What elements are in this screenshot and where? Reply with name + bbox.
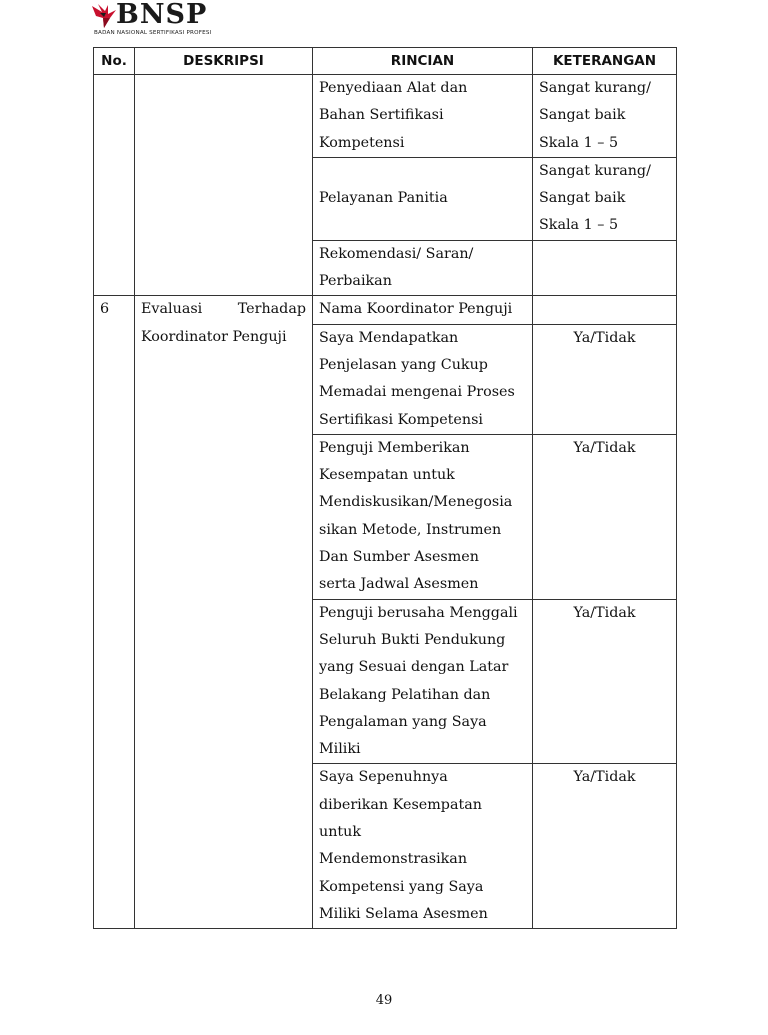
table-row xyxy=(94,296,677,324)
bnsp-logo xyxy=(90,2,250,40)
keterangan-cell xyxy=(533,240,677,296)
page-number: 49 xyxy=(375,993,393,1008)
rincian-cell: Rekomendasi/ Saran/ Perbaikan xyxy=(313,240,533,296)
keterangan-cell: Ya/Tidak xyxy=(533,599,677,764)
deskripsi-first-line: Evaluasi Terhadap xyxy=(141,301,306,318)
keterangan-cell: Ya/Tidak xyxy=(533,764,677,929)
no-cell xyxy=(94,75,135,296)
rincian-cell: Penguji Memberikan Kesempatan untuk Mendiskusikan/Menegosia sikan Metode, Instrumen Dan Sumber Asesmen serta Jadwal Asesmen xyxy=(313,434,533,599)
keterangan-cell xyxy=(533,296,677,324)
keterangan-cell: Ya/Tidak xyxy=(533,434,677,599)
keterangan-cell: Sangat kurang/ Sangat baik Skala 1 – 5 xyxy=(533,75,677,158)
deskripsi-cell: Evaluasi Terhadap Koordinator Penguji xyxy=(135,296,313,929)
rincian-cell: Penyediaan Alat dan Bahan Sertifikasi Kompetensi xyxy=(313,75,533,158)
rincian-cell: Nama Koordinator Penguji xyxy=(313,296,533,324)
rincian-cell: Penguji berusaha Menggali Seluruh Bukti Pendukung yang Sesuai dengan Latar Belakang Pelatihan dan Pengalaman yang Saya Miliki xyxy=(313,599,533,764)
column-header-no: No. xyxy=(94,48,135,75)
rincian-cell: Pelayanan Panitia xyxy=(313,157,533,240)
no-cell: 6 xyxy=(94,296,135,929)
table-row xyxy=(94,75,677,158)
table-header-row xyxy=(94,48,677,75)
column-header-deskripsi: DESKRIPSI xyxy=(135,48,313,75)
logo-subtitle: BADAN NASIONAL SERTIFIKASI PROFESI xyxy=(94,30,212,36)
logo-wordmark: BNSP xyxy=(116,0,208,30)
keterangan-cell: Sangat kurang/ Sangat baik Skala 1 – 5 xyxy=(533,157,677,240)
keterangan-cell: Ya/Tidak xyxy=(533,324,677,434)
column-header-rincian: RINCIAN xyxy=(313,48,533,75)
rincian-cell: Saya Mendapatkan Penjelasan yang Cukup Memadai mengenai Proses Sertifikasi Kompetensi xyxy=(313,324,533,434)
evaluation-table xyxy=(93,47,677,929)
deskripsi-cell xyxy=(135,75,313,296)
rincian-cell: Saya Sepenuhnya diberikan Kesempatan untuk Mendemonstrasikan Kompetensi yang Saya Miliki Selama Asesmen xyxy=(313,764,533,929)
column-header-keterangan: KETERANGAN xyxy=(533,48,677,75)
